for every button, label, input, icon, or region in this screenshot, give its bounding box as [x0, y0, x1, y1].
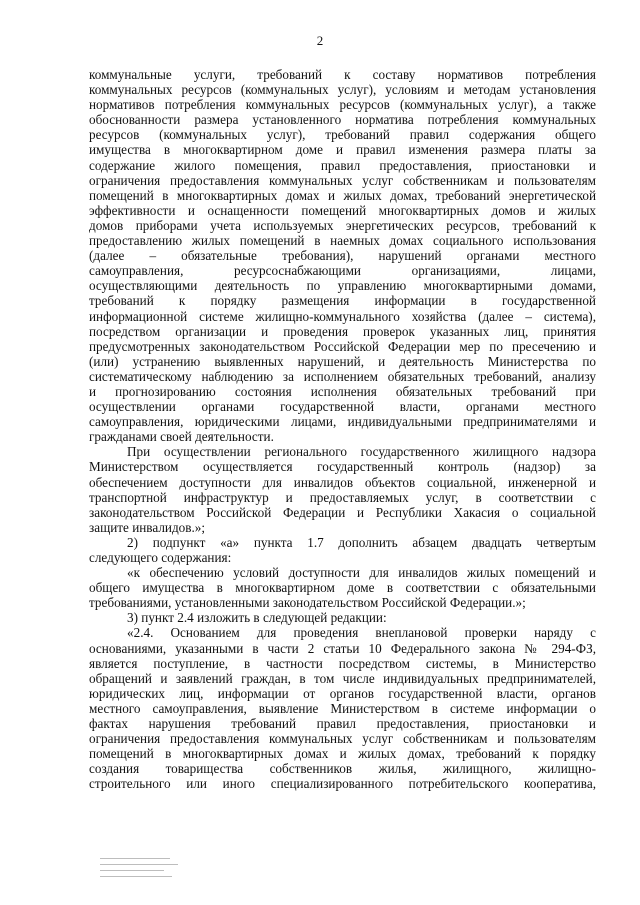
- text-line: обоснованности размера установленного норматива потребления коммунальных: [89, 112, 596, 128]
- text-line: посредством организации и проведения проверок указанных лиц, принятия: [89, 323, 596, 339]
- text-line: нормативов потребления коммунальных ресурсов (коммунальных услуг), а также: [89, 97, 596, 113]
- text-line: требованиями, установленными законодательством Российской Федерации.»;: [89, 595, 526, 611]
- text-line: 2) подпункт «а» пункта 1.7 дополнить абзацем двадцать четвертым: [127, 534, 596, 550]
- text-line: законодательством Российской Федерации и Республики Хакасия о социальной: [89, 504, 596, 520]
- text-line: помещений в многоквартирных домах и жилых домах, требований к порядку: [89, 746, 596, 762]
- text-line: При осуществлении регионального государственного жилищного надзора: [127, 444, 596, 460]
- text-line: самоуправления, юридическими лицами, индивидуальными предпринимателями и: [89, 414, 596, 430]
- text-line: основаниями, указанными в части 2 статьи 10 Федерального закона № 294-ФЗ,: [89, 640, 596, 656]
- text-line: обеспечением доступности для инвалидов объектов социальной, инженерной и: [89, 474, 596, 490]
- text-line: гражданами своей деятельности.: [89, 429, 274, 445]
- text-line: (далее – обязательные требования), нарушений органами местного: [89, 248, 596, 264]
- text-line: 3) пункт 2.4 изложить в следующей редакции:: [127, 610, 387, 626]
- text-line: Министерством осуществляется государственный контроль (надзор) за: [89, 459, 596, 475]
- text-line: транспортной инфраструктур и предоставляемых услуг, в соответствии с: [89, 489, 596, 505]
- text-line: информационной системе жилищно-коммунального хозяйства (далее – система),: [89, 308, 596, 324]
- text-line: создания товарищества собственников жилья, жилищного, жилищно-: [89, 761, 596, 777]
- text-line: общего имущества в многоквартирном доме в соответствии с обязательными: [89, 580, 596, 596]
- text-line: домов приборами учета используемых энергетических ресурсов, требований к: [89, 217, 596, 233]
- text-line: коммунальных ресурсов (коммунальных услуг), условиям и методам установления: [89, 82, 596, 98]
- text-line: строительного или иного специализированного потребительского кооператива,: [89, 776, 596, 792]
- text-line: ресурсов (коммунальных услуг), требований правил содержания общего: [89, 127, 596, 143]
- text-line: и прогнозированию состояния исполнения обязательных требований при: [89, 383, 596, 399]
- text-line: обращений и заявлений граждан, в том числе индивидуальных предпринимателей,: [89, 670, 596, 686]
- text-line: помещений в многоквартирных домах и жилых домах, требований энергетической: [89, 187, 596, 203]
- text-line: предусмотренных законодательством Российской Федерации мер по пресечению и: [89, 338, 596, 354]
- body-text: [89, 67, 596, 792]
- text-line: имущества в многоквартирном доме и правил изменения размера платы за: [89, 142, 596, 158]
- text-line: ограничения предоставления коммунальных услуг собственникам и пользователям: [89, 172, 596, 188]
- page-number: 2: [316, 33, 324, 48]
- text-line: содержание жилого помещения, правил предоставления, приостановки и: [89, 157, 596, 173]
- text-line: эффективности и оснащенности помещений многоквартирных домов и жилых: [89, 202, 596, 218]
- text-line: ограничения предоставления коммунальных услуг собственникам и пользователям: [89, 731, 596, 747]
- text-line: следующего содержания:: [89, 550, 232, 565]
- text-line: предоставлению жилых помещений в наемных домах социального использования: [89, 233, 596, 249]
- text-line: (или) устранению выявленных нарушений, и деятельность Министерства по: [89, 353, 596, 369]
- text-line: коммунальные услуги, требований к составу нормативов потребления: [89, 67, 596, 82]
- text-line: «2.4. Основанием для проведения внеплановой проверки наряду с: [127, 625, 596, 641]
- text-line: юридических лиц, информации от органов государственной власти, органов: [89, 685, 596, 701]
- stamp-mark: [100, 858, 182, 884]
- text-line: является поступление, в частности посредством системы, в Министерство: [89, 655, 596, 671]
- text-line: осуществлении органами государственной власти, органами местного: [89, 399, 596, 415]
- text-line: «к обеспечению условий доступности для инвалидов жилых помещений и: [127, 565, 596, 581]
- text-line: осуществляющими деятельность по управлению многоквартирными домами,: [89, 278, 596, 294]
- text-line: защите инвалидов.»;: [89, 519, 206, 535]
- text-line: систематическому наблюдению за исполнением обязательных требований, анализу: [89, 368, 596, 384]
- text-line: самоуправления, ресурсоснабжающими организациями, лицами,: [89, 263, 596, 279]
- text-line: фактах нарушения требований правил предоставления, приостановки и: [89, 716, 596, 732]
- text-line: требований к порядку размещения информации в государственной: [89, 293, 596, 309]
- text-line: местного самоуправления, выявление Министерством в системе информации о: [89, 700, 596, 716]
